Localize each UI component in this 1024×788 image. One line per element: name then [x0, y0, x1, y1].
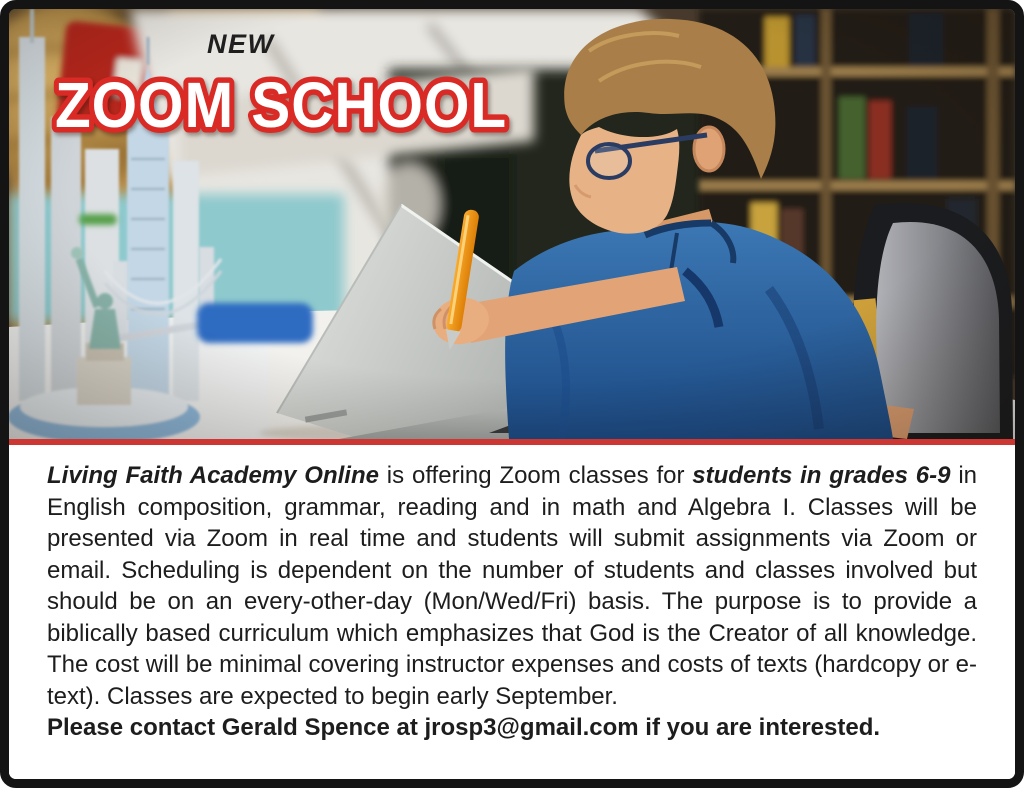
- paragraph-text-1: is offering Zoom classes for: [378, 462, 693, 489]
- announcement-paragraph: [47, 460, 977, 712]
- new-badge: NEW: [207, 29, 275, 59]
- paragraph-text-2: in English composition, grammar, reading and in math and Algebra I. Classes will be presented via Zoom in real time and students will submit assignments via Zoom or email. Scheduling is dependent on the number of students and classes involved but should be on an every-other-day (Mon/Wed/Fri) basis. The purpose is to provide a biblically based curriculum which emphasizes that God is the Creator of all knowledge. The cost will be minimal covering instructor expenses and costs of texts (hardcopy or e-text). Classes are expected to begin early September.: [47, 462, 978, 710]
- announcement-text-section: [9, 445, 1015, 779]
- academy-name: Living Faith Academy Online: [47, 462, 379, 489]
- contact-line: Please contact Gerald Spence at jrosp3@gmail.com if you are interested.: [47, 714, 881, 741]
- page-title: ZOOM SCHOOL: [55, 69, 507, 141]
- title-graphic: [47, 59, 547, 155]
- hero-photo: [9, 9, 1015, 439]
- grades-phrase: students in grades 6-9: [692, 462, 951, 489]
